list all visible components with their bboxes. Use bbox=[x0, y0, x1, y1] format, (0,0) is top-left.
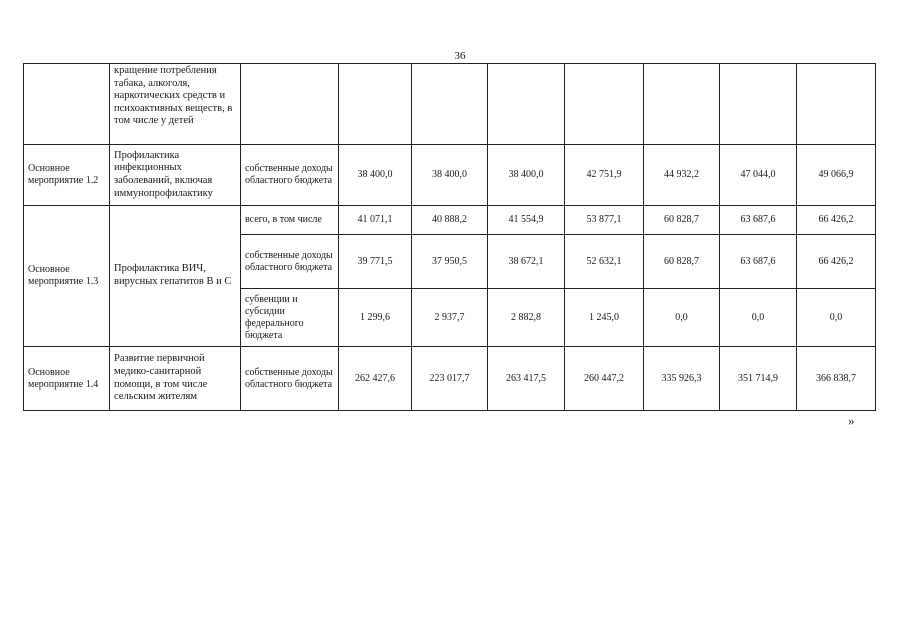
value-cell: 335 926,3 bbox=[644, 347, 720, 411]
value-cell: 41 071,1 bbox=[339, 206, 412, 235]
value-cell: 0,0 bbox=[644, 289, 720, 347]
value-cell: 39 771,5 bbox=[339, 235, 412, 289]
value-cell: 263 417,5 bbox=[488, 347, 565, 411]
value-cell: 0,0 bbox=[797, 289, 876, 347]
measure-description-cell: Профилактика ВИЧ, вирусных гепатитов B и C bbox=[110, 206, 241, 347]
value-cell: 260 447,2 bbox=[565, 347, 644, 411]
value-cell bbox=[797, 64, 876, 145]
value-cell: 262 427,6 bbox=[339, 347, 412, 411]
value-cell: 42 751,9 bbox=[565, 145, 644, 206]
value-cell bbox=[488, 64, 565, 145]
value-cell: 49 066,9 bbox=[797, 145, 876, 206]
value-cell: 66 426,2 bbox=[797, 206, 876, 235]
table-row bbox=[24, 347, 876, 411]
page-number: 36 bbox=[454, 50, 466, 62]
value-cell: 63 687,6 bbox=[720, 206, 797, 235]
value-cell: 1 299,6 bbox=[339, 289, 412, 347]
value-cell bbox=[644, 64, 720, 145]
value-cell: 366 838,7 bbox=[797, 347, 876, 411]
value-cell: 38 400,0 bbox=[412, 145, 488, 206]
value-cell: 40 888,2 bbox=[412, 206, 488, 235]
value-cell: 37 950,5 bbox=[412, 235, 488, 289]
measure-description-cell: Развитие первичной медико-санитарной помощи, в том числе сельским жителям bbox=[110, 347, 241, 411]
funding-source-cell: субвенции и субсидии федерального бюджета bbox=[241, 289, 339, 347]
value-cell: 2 882,8 bbox=[488, 289, 565, 347]
value-cell: 1 245,0 bbox=[565, 289, 644, 347]
value-cell: 66 426,2 bbox=[797, 235, 876, 289]
value-cell: 52 632,1 bbox=[565, 235, 644, 289]
value-cell: 53 877,1 bbox=[565, 206, 644, 235]
value-cell: 38 400,0 bbox=[488, 145, 565, 206]
value-cell: 38 672,1 bbox=[488, 235, 565, 289]
funding-source-cell: собственные доходы областного бюджета bbox=[241, 145, 339, 206]
measure-description-cell: кращение потребления табака, алкоголя, наркотических средств и психоактивных веществ, в том числе у детей bbox=[110, 64, 241, 145]
table-row bbox=[24, 64, 876, 145]
table-row bbox=[24, 206, 876, 235]
value-cell bbox=[412, 64, 488, 145]
closing-quote-mark: » bbox=[848, 413, 855, 428]
value-cell: 60 828,7 bbox=[644, 235, 720, 289]
value-cell: 60 828,7 bbox=[644, 206, 720, 235]
value-cell bbox=[565, 64, 644, 145]
funding-source-cell: собственные доходы областного бюджета bbox=[241, 235, 339, 289]
value-cell: 0,0 bbox=[720, 289, 797, 347]
value-cell bbox=[339, 64, 412, 145]
funding-source-cell: всего, в том числе bbox=[241, 206, 339, 235]
funding-source-cell: собственные доходы областного бюджета bbox=[241, 347, 339, 411]
measure-name-cell: Основное мероприятие 1.4 bbox=[24, 347, 110, 411]
value-cell: 38 400,0 bbox=[339, 145, 412, 206]
measure-name-cell: Основное мероприятие 1.2 bbox=[24, 145, 110, 206]
value-cell: 47 044,0 bbox=[720, 145, 797, 206]
value-cell: 41 554,9 bbox=[488, 206, 565, 235]
value-cell: 44 932,2 bbox=[644, 145, 720, 206]
measure-name-cell: Основное мероприятие 1.3 bbox=[24, 206, 110, 347]
value-cell: 223 017,7 bbox=[412, 347, 488, 411]
measure-name-cell bbox=[24, 64, 110, 145]
funding-source-cell bbox=[241, 64, 339, 145]
measure-description-cell: Профилактика инфекционных заболеваний, включая иммунопрофилактику bbox=[110, 145, 241, 206]
table-row bbox=[24, 145, 876, 206]
value-cell: 2 937,7 bbox=[412, 289, 488, 347]
budget-table bbox=[23, 63, 876, 411]
value-cell: 351 714,9 bbox=[720, 347, 797, 411]
value-cell: 63 687,6 bbox=[720, 235, 797, 289]
value-cell bbox=[720, 64, 797, 145]
